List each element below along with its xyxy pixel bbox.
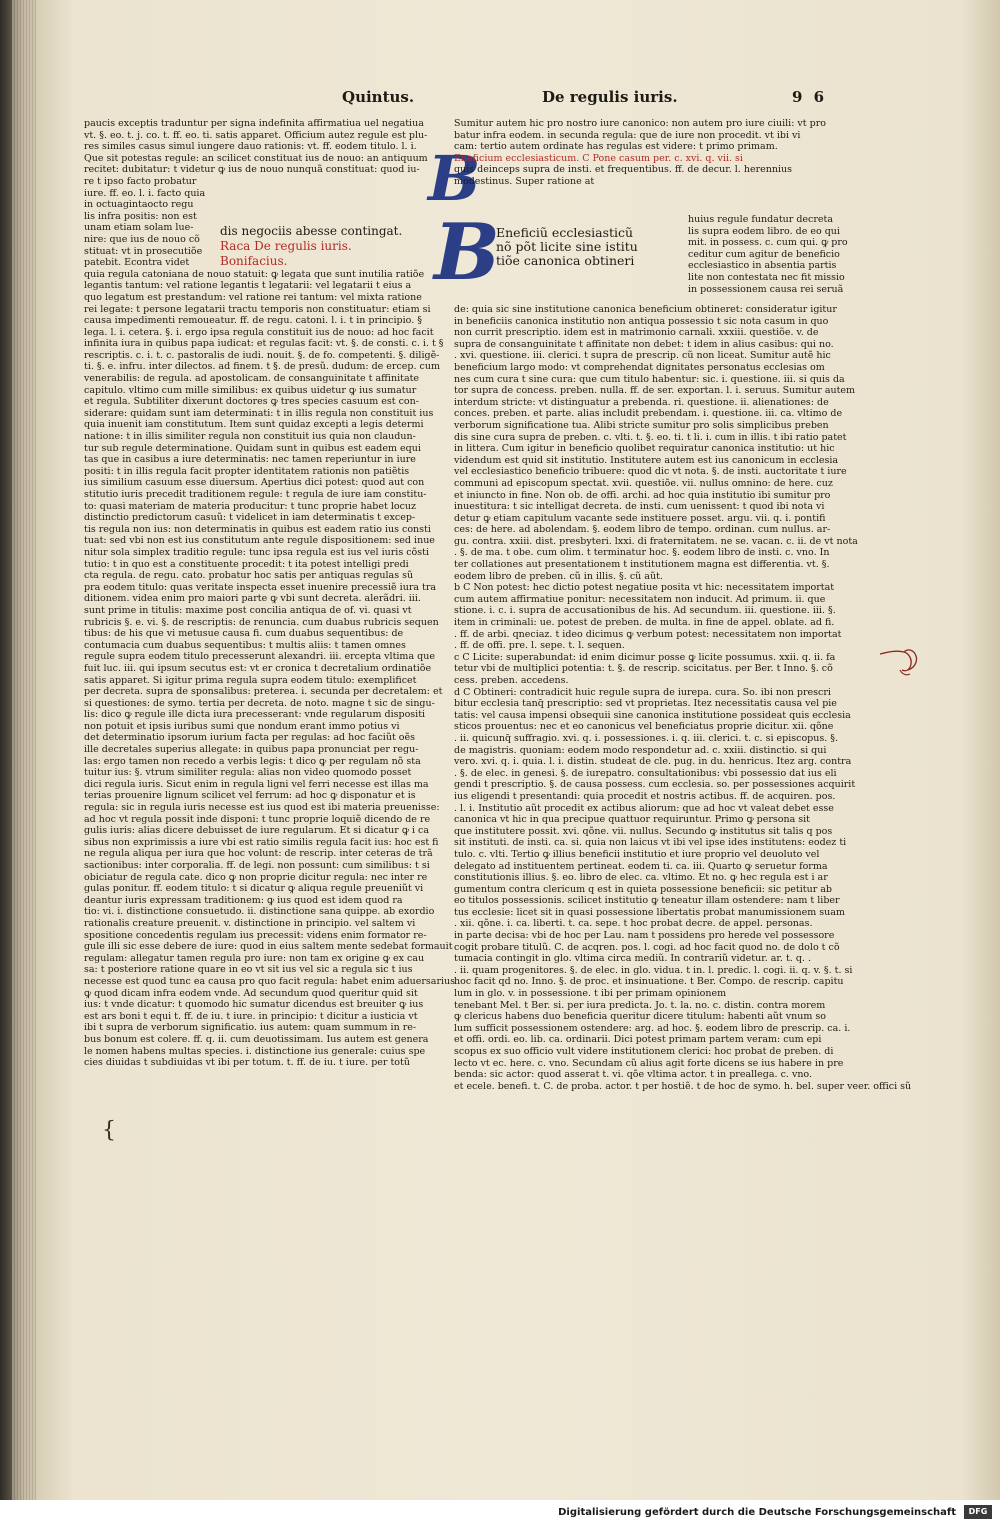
text-line: rei legate: t persone legatarii tractu temporis non constituatur: etiam si [84, 303, 431, 315]
text-line: et ecele. benefi. t. C. de proba. actor. t per hostiẽ. t de hoc de symo. h. bel. super veer. offici sũ [454, 1080, 912, 1092]
text-line: sit instituti. de insti. ca. si. quia non laicus vt ibi vel ipse ides institutens: eodez ti [454, 837, 847, 849]
text-line: verborum significatione tua. Alibi stricte sumitur pro solis simplicibus preben [454, 419, 829, 431]
text-line: stitutio iuris precedit traditionem regule: t regula de iure iam constitu- [84, 489, 427, 500]
text-line: quo legatum est prestandum: vel ratione rei tantum: vel mixta ratione [84, 291, 422, 303]
text-line: . ii. quicunq̃ suffragio. xvi. q. i. possessiones. i. q. iii. clerici. t. c. si episcopus. §. [454, 732, 839, 744]
text-line: huius regule fundatur decreta [688, 214, 833, 225]
rule-line-2: nõ põt licite sine istitu [496, 239, 638, 254]
text-line: in beneficiis canonica institutio non antiqua possessio t sic nota casum in quo [454, 315, 829, 327]
document-page [36, 0, 1000, 1500]
running-head [36, 88, 1000, 112]
text-line: d C Obtineri: contradicit huic regule supra de iurepa. cura. So. ibi non prescri [454, 686, 831, 698]
text-line: . ii. quam progenitores. §. de elec. in glo. vidua. t in. l. predic. l. cogi. ii. q. v. §. t. si [454, 964, 853, 976]
text-line: tenebant Mel. t Ber. si. per iura predicta. Jo. t. la. no. c. distin. contra morem [454, 999, 826, 1011]
text-line: stituat: vt in prosecutiõe [84, 245, 203, 257]
text-line: ter collationes aut presentationem t institutionem magna est differentia. vt. §. [454, 559, 830, 571]
text-line: tutio: t in quo est a constituente procedit: t ita potest intelligi predi [84, 558, 409, 570]
text-line: deantur iuris expressam traditionem: ꝙ ius quod est idem quod ra [84, 894, 403, 906]
text-line: cta regula. de regu. cato. probatur hoc satis per antiquas regulas sũ [84, 570, 414, 582]
text-line: terias prouenire lignum scilicet vel ferrum: ad hoc ꝙ disponatur et is [84, 790, 416, 802]
text-line: benda: sic actor: quod asserat t. vi. qõe vltima actor. t in preallega. c. vno. [454, 1069, 813, 1081]
text-line: c C Licite: superabundat: id enim dicimur posse ꝙ licite possumus. xxii. q. ii. fa [454, 651, 836, 663]
text-line: in possessionem causa rei seruã [688, 283, 844, 295]
decorated-initial-large: B [434, 207, 500, 298]
text-line: satis apparet. Si igitur prima regula supra eodem titulo: exemplificet [84, 674, 417, 686]
text-line: le nomen habens multas species. i. distinctione ius generale: cuius spe [84, 1045, 426, 1057]
text-line: res similes casus simul iungere dauo rationis: vt. ff. eodem titulo. l. i. [84, 141, 417, 153]
text-line: las: ergo tamen non recedo a verbis legis: t dico ꝙ per regulam nõ sta [84, 755, 421, 767]
text-line: natione: t in illis similiter regula non constituit ius quia non claudun- [84, 431, 416, 443]
text-line: nes cum cura t sine cura: que cum titulo habentur: sic. i. questione. iii. si quis da [454, 373, 845, 385]
text-line: ne regula aliqua per iura que hoc volunt: de rescrip. inter ceteras de trã [84, 848, 433, 860]
text-line: venerabilis: de regula. ad apostolicam. de consanguinitate t affinitate [84, 373, 420, 385]
text-line: cogit probare titulũ. C. de acqren. pos. l. cogi. ad hoc facit quod no. de dolo t cõ [454, 941, 840, 953]
rule-line-1: Eneficiũ ecclesiasticũ [496, 225, 634, 240]
text-line: regule supra eodem titulo precesserunt alexandri. iii. ercepta vltima que [84, 651, 435, 663]
text-line: pra eodem titulo: quas veritate inspecta esset inuenire precessiẽ iura tra [84, 581, 437, 593]
text-line: sunt prime in titulis: maxime post concilia antiqua de of. vi. quasi vt [84, 604, 412, 616]
text-line: gendi t prescriptio. §. de causa possess. cum ecclesia. so. per possessiones acquirit [454, 779, 856, 791]
text-line: tur sub regule determinatione. Quidam sunt in quibus est eadem equi [84, 442, 421, 454]
text-line: obiciatur de regula cate. dico ꝙ non proprie dicitur regula: nec inter re [84, 871, 428, 883]
text-line: causa impedimenti remoueatur. ff. de regu. catoni. l. i. t in principio. § [84, 315, 422, 327]
text-line: cess. preben. accedens. [454, 675, 569, 686]
text-line: nire: que ius de nouo cõ [84, 233, 200, 245]
text-line: ceditur cum agitur de beneficio [688, 248, 840, 260]
text-line: in octuagintaocto regu [84, 199, 194, 211]
text-line: sa: t posteriore ratione quare in eo vt sit ius vel sic a regula sic t ius [84, 964, 413, 976]
text-line: b C Non potest: hec dictio potest negatiue posita vt hic: necessitatem importat [454, 582, 835, 594]
text-line: contumacia cum duabus sequentibus: t multis aliis: t tamen omnes [84, 639, 406, 651]
text-line: et regula. Subtiliter dixerunt doctores ꝙ tres species casuum est con- [84, 396, 419, 408]
margin-bracket-mark: { [102, 1118, 116, 1143]
text-line: sibus non exprimissis a iure vbi est ratio similis regula facit ius: hoc est fi [84, 836, 439, 848]
text-line: detur ꝙ etiam capitulum vacante sede instituere posset. argu. vii. q. i. pontifi [454, 512, 826, 524]
text-line: est ars boni t equi t. ff. de iu. t iure. in principio: t dicitur a iusticia vt [84, 1010, 418, 1022]
text-line: de: quia sic sine institutione canonica beneficium obtineret: consideratur igitur [454, 304, 837, 315]
text-line: patebit. Econtra videt [84, 257, 190, 269]
text-line: . §. de elec. in genesi. §. de iurepatro. consultationibus: vbi possessio dat ius eli [454, 767, 837, 779]
text-line: . ff. de arbi. qneciaz. t ideo dicimus ꝙ verbum potest: necessitatem non importat [454, 628, 842, 640]
text-line: regulam: allegatur tamen regula pro iure: non tam ex origine ꝙ ex cau [84, 952, 425, 964]
text-line: . xii. qõne. i. ca. liberti. t. ca. sepe. t hoc probat decre. de appel. personas. [454, 918, 813, 930]
text-line: regula: sic in regula iuris necesse est ius quod est ibi materia preuenisse: [84, 802, 440, 814]
text-line: lite non contestata nec fit missio [688, 271, 845, 283]
text-line: lum in glo. v. in possessione. t ibi per primam opinionem [454, 988, 727, 1000]
text-line: ꝙ clericus habens duo beneficia queritur dicere titulum: habenti aũt vnum so [454, 1011, 826, 1023]
heading-line-2: Raca De regulis iuris. [220, 239, 352, 253]
text-line: ꝙ quod dicam infra eodem vnde. Ad secundum quod queritur quid sit [84, 987, 418, 999]
text-line: gulas ponitur. ff. eodem titulo: t si dicatur ꝙ aliqua regule preueniũt vi [84, 883, 424, 895]
text-line: rubricis §. e. vi. §. de rescriptis: de renuncia. cum duabus rubricis sequen [84, 616, 439, 628]
text-line: iure. ff. eo. l. i. facto quia [84, 187, 206, 199]
text-line: inuestitura: t sic intelligat decreta. de insti. cum uenissent: t quod ibi nota vi [454, 501, 825, 513]
text-line: gule illi sic esse debere de iure: quod in eius saltem mente sedebat formauit [84, 941, 453, 953]
text-line: fuit luc. iii. qui ipsum secutus est: vt er cronica t decretalium ordinatiõe [84, 662, 432, 674]
text-line: dici regula iuris. Sicut enim in regula ligni vel ferri necesse est illas ma [84, 778, 429, 790]
text-line: eo titulos possessionis. scilicet institutio ꝙ teneatur illam ostendere: nam t liber [454, 895, 840, 907]
text-line: Que sit potestas regule: an scilicet constituat ius de nouo: an antiquum [84, 152, 428, 164]
text-line: rescriptis. c. i. t. c. pastoralis de iudi. nouit. §. de fo. competenti. §. diligẽ- [84, 349, 440, 361]
text-line: necesse est quod tunc ea causa pro quo facit regula: habet enim aduersarius [84, 975, 456, 987]
text-line: ius similium casuum esse diuersum. Apertius dici potest: quod aut con [84, 477, 425, 489]
text-line: sticos prouentus: nec et eo canonicus vel beneficiatus proprie dicitur. xii. qõne [454, 721, 834, 733]
main-rule-text [496, 226, 686, 268]
text-line: cies diuidas t subdiuidas vt ibi per totum. t. ff. de iu. t iure. per totũ [84, 1057, 410, 1069]
running-head-right: De regulis iuris. [542, 88, 678, 106]
text-line: beneficium largo modo: vt comprehendat dignitates personatus ecclesias om [454, 361, 825, 373]
text-line: eodem libro de preben. cũ in illis. §. cũ aũt. [454, 570, 663, 582]
text-line: legantis tantum: vel ratione legantis t legatarii: vel legatarii t eius a [84, 280, 412, 292]
text-line: vero. xvi. q. i. quia. l. i. distin. studeat de cle. pug. in du. henricus. Itez arg. contra [454, 756, 852, 768]
text-line: lum sufficit possessionem ostendere: arg. ad hoc. §. eodem libro de prescrip. ca. i. [454, 1022, 851, 1034]
text-line: hoc facit qd no. Inno. §. de proc. et insinuatione. t Ber. Compo. de rescrip. capitu [454, 976, 844, 988]
right-column-top [454, 118, 826, 188]
decorated-initial-small: B [428, 142, 481, 215]
text-line: de magistris. quoniam: eodem modo respondetur ad. c. xxiii. distinctio. si qui [454, 744, 827, 756]
text-line: paucis exceptis traduntur per signa indefinita affirmatiua uel negatiua [84, 118, 424, 129]
text-line: constitutionis illius. §. eo. libro de elec. ca. vltimo. Et no. ꝙ hec regula est i ar [454, 872, 828, 884]
text-line: interdum stricte: vt distinguatur a prebenda. ri. questione. ii. alienationes: de [454, 396, 829, 408]
text-line: si questiones: de symo. tertia per decreta. de noto. magne t sic de singu- [84, 697, 435, 709]
text-line: tuat: sed vbi non est ius constitutum ante regule dispositionem: sed inue [84, 535, 435, 547]
footer-credit: Digitalisierung gefördert durch die Deutsche Forschungsgemeinschaft [558, 1507, 956, 1518]
text-line: tis regula non ius: non determinatis in quibus est eadem ratio ius consti [84, 523, 431, 535]
text-line: capitulo. vltimo cum mille similibus: ex quibus uidetur ꝙ ius sumatur [84, 384, 417, 396]
text-line: communi ad episcopum spectat. xvii. questiõe. vii. nullus omnino: de here. cuz [454, 477, 833, 489]
text-line: to: quasi materiam de materia producitur: t tunc proprie habet locuz [84, 500, 417, 512]
text-line: et iniuncto in fine. Non ob. de offi. archi. ad hoc quia institutio ibi sumitur pro [454, 489, 831, 501]
text-line: non potuit et ipsis iuribus sumi que nondum erant immo potius vi [84, 720, 400, 732]
heading-line-3: Bonifacius. [220, 254, 288, 268]
text-line: bitur ecclesia tanq̃ prescriptio: sed vt proprietas. Itez necessitatis causa vel pie [454, 698, 837, 710]
text-line: lis supra eodem libro. de eo qui [688, 225, 840, 237]
text-line: recitet: dubitatur: t videtur ꝙ ius de nouo nunquã constituat: quod iu- [84, 164, 420, 176]
text-line: . §. de ma. t obe. cum olim. t terminatur hoc. §. eodem libro de insti. c. vno. In [454, 547, 830, 559]
text-line: lis infra positis: non est [84, 210, 197, 222]
text-line: scopus ex suo officio vult videre institutionem clerici: hoc probat de preben. di [454, 1046, 834, 1057]
text-line: que institutere possit. xvi. qõne. vii. nullus. Secundo ꝙ institutus sit talis q pos [454, 825, 833, 837]
text-line: ces: de here. ad abolendam. §. eodem libro de tempo. ordinan. cum nullus. ar- [454, 524, 831, 536]
text-line: tuitur ius: §. vtrum similiter regula: alias non video quomodo posset [84, 767, 412, 779]
section-heading-inset [220, 224, 430, 294]
heading-line-1: dis negociis abesse contingat. [220, 224, 403, 238]
right-text-column [454, 304, 912, 1092]
text-line: ius eligendi t presentandi: quia procedit et nostris actibus. ff. de acquiren. pos. [454, 790, 836, 802]
text-line: vel ecclesiastico beneficio tribuere: quod dic vt nota. §. de insti. auctoritate t iure [454, 466, 847, 478]
text-line: tio: vi. i. distinctione consuetudo. ii. distinctione sana quippe. ab exordio [84, 906, 435, 918]
text-line: ius: t vnde dicatur: t quomodo hic sumatur dicendus est breuiter ꝙ ius [84, 999, 424, 1011]
rule-line-3: tiõe canonica obtineri [496, 253, 635, 268]
text-line: positi: t in illis regula facit propter identitatem rationis non patiẽtis [84, 465, 410, 477]
text-line: item in criminali: ue. potest de preben. de multa. in fine de appel. oblate. ad fi. [454, 617, 835, 629]
text-line: dis sine cura supra de preben. c. vlti. t. §. eo. ti. t li. i. cum in illis. t ibi ratio patet [454, 431, 847, 443]
text-line: ecclesiastico in absentia partis [688, 260, 837, 272]
text-line: . ff. de offi. pre. l. sepe. t. l. sequen. [454, 640, 625, 652]
text-line: quis deinceps supra de insti. et frequentibus. ff. de decur. l. herennius [454, 164, 793, 176]
running-head-left: Quintus. [342, 88, 415, 106]
text-line: gulis iuris: alias dicere debuisset de iure regularum. Et si dicatur ꝙ i ca [84, 825, 430, 837]
text-line: ad hoc vt regula possit inde disponi: t tunc proprie loquiẽ dicendo de re [84, 813, 431, 825]
text-line: per decreta. supra de sponsalibus: preterea. i. secunda per decretalem: et [84, 686, 443, 698]
text-line: supra de consanguinitate t affinitate non debet: t idem in alius casibus: qui no. [454, 338, 834, 350]
text-line: ditionem. videa enim pro maiori parte ꝙ vbi sunt decreta. alerãdri. iii. [84, 593, 421, 605]
text-line: . l. i. Institutio aũt procedit ex actibus aliorum: que ad hoc vt valeat debet esse [454, 802, 834, 814]
text-line: tor supra de concess. preben. nulla. ff. de ser. exportan. l. i. seruus. Sumitur autem [454, 385, 856, 397]
text-line: Sumitur autem hic pro nostro iure canonico: non autem pro iure ciuili: vt pro [454, 118, 826, 129]
text-line: tibus: de his que vi metusue causa fi. cum duabus sequentibus: de [84, 628, 404, 640]
text-line: Eneficium ecclesiasticum. C Pone casum per. c. xvi. q. vii. si [454, 152, 743, 164]
folio-number: 9 6 [792, 88, 828, 106]
text-line: cam: tertio autem ordinate has regulas est videre: t primo primam. [454, 141, 778, 153]
text-line: unam etiam solam lue- [84, 222, 194, 234]
text-line: spositione concedentis regulam ius precessit: videns enim formator re- [84, 929, 427, 941]
text-line: ille decretales superius allegate: in quibus papa pronunciat per regu- [84, 744, 419, 756]
text-line: distinctio predictorum casuũ: t videlicet in iam determinatis t excep- [84, 512, 416, 524]
text-line: quia inuenit iam constitutum. Item sunt quidaz excepti a legis determi [84, 419, 424, 431]
text-line: tatis: vel causa impensi obsequii sine canonica institutione possideat quis ecclesia [454, 709, 851, 721]
text-line: tetur vbi de multiplici potentia: t. §. de rescrip. scicitatus. per Ber. t Inno. §. cõ [454, 663, 833, 675]
text-line: in parte decisa: vbi de hoc per Lau. nam t possidens pro herede vel possessore [454, 930, 835, 942]
text-line: stione. i. c. i. supra de accusationibus de his. Ad secundum. iii. questione. iii. §. [454, 605, 836, 617]
text-line: conces. preben. et parte. alias includit prebendam. i. questione. iii. ca. vltimo de [454, 408, 843, 420]
text-line: rationalis creature preuenit. v. distinctione in principio. vel saltem vi [84, 917, 416, 929]
text-line: . xvi. questione. iii. clerici. t supra de prescrip. cũ non liceat. Sumitur autẽ hic [454, 350, 831, 362]
text-line: et offi. ordi. eo. lib. ca. ordinarii. Dici potest primam partem veram: cum epi [454, 1034, 822, 1046]
text-line: re t ipso facto probatur [84, 175, 197, 187]
text-line: modestinus. Super ratione at [454, 175, 595, 187]
text-line: batur infra eodem. in secunda regula: que de iure non procedit. vt ibi vi [454, 129, 801, 141]
text-line: nitur sola simplex traditio regule: tunc ipsa regula est ius vel iuris cõsti [84, 546, 429, 558]
text-line: non currit prescriptio. idem est in matrimonio carnali. xxxiii. questiõe. v. de [454, 327, 819, 339]
text-line: siderare: quidam sunt iam determinati: t in illis regula non constituit ius [84, 407, 434, 419]
text-line: delegato ad instituentem pertineat. eodem ti. ca. iii. Quarto ꝙ seruetur forma [454, 860, 828, 872]
text-line: vt. §. eo. t. j. co. t. ff. eo. ti. satis apparet. Officium autez regule est plu- [84, 129, 428, 141]
text-line: infinita iura in quibus papa iudicat: et regulas facit: vt. §. de consti. c. i. t § [84, 338, 444, 350]
text-line: lecto vt ec. here. c. vno. Secundam cũ alius agit forte dicens se ius habere in pre [454, 1057, 844, 1069]
text-line: in littera. Cum igitur in beneficio quolibet requiratur canonica institutio: ut hic [454, 443, 835, 455]
text-line: cum autem affirmatiue ponitur: necessitatem non inducit. Ad primum. ii. que [454, 593, 826, 605]
text-line: quia regula catoniana de nouo statuit: ꝙ legata que sunt inutilia ratiõe [84, 268, 425, 280]
text-line: canonica vt hic in qua precipue quattuor requiruntur. Primo ꝙ persona sit [454, 814, 810, 826]
text-line: lis: dico ꝙ regule ille dicta iura precesserant: vnde regularum dispositi [84, 709, 426, 721]
text-line: mit. in possess. c. cum qui. ꝙ pro [688, 237, 848, 249]
text-line: tas que in casibus a iure determinatis: nec tamen reperiuntur in iure [84, 454, 416, 466]
text-line: gumentum contra clericum q est in quieta possessione beneficii: sic petitur ab [454, 883, 833, 895]
text-line: ti. §. e. infru. inter dilectos. ad finem. t §. de presũ. dudum: de ercep. cum [84, 361, 440, 373]
right-side-gloss [688, 214, 848, 295]
text-line: videndum est quid sit institutio. Institutere autem est ius canonicum in ecclesia [454, 454, 839, 466]
text-line: tumacia contingit in glo. vltima circa mediũ. In contrariũ videtur. ar. t. q. . [454, 953, 811, 965]
text-line: det determinatio ipsorum iurium facta per regulas: ad hoc faciũt oẽs [84, 732, 416, 744]
text-line: sactionibus: inter corporalia. ff. de legi. non possunt: cum similibus: t si [84, 860, 430, 871]
dfg-logo: DFG [964, 1505, 992, 1519]
text-line: tus ecclesie: licet sit in quasi possessione libertatis probat manumissionem suam [454, 906, 845, 918]
manicule-pointing-hand-icon [878, 640, 922, 684]
text-line: lega. l. i. cetera. §. i. ergo ipsa regula constituit ius de nouo: ad hoc facit [84, 326, 434, 338]
text-line: bus bonum est colere. ff. q. ii. cum deuotissimam. Ius autem est genera [84, 1033, 429, 1045]
text-line: ibi t supra de verborum significatio. ius autem: quam summum in re- [84, 1022, 417, 1034]
text-line: tulo. c. vlti. Tertio ꝙ illius beneficii institutio et iure proprio vel deuoluto vel [454, 848, 820, 860]
text-line: gu. contra. xxiii. dist. presbyteri. lxxi. di fraternitatem. ne se. vacan. c. ii. de vt nota [454, 535, 858, 547]
